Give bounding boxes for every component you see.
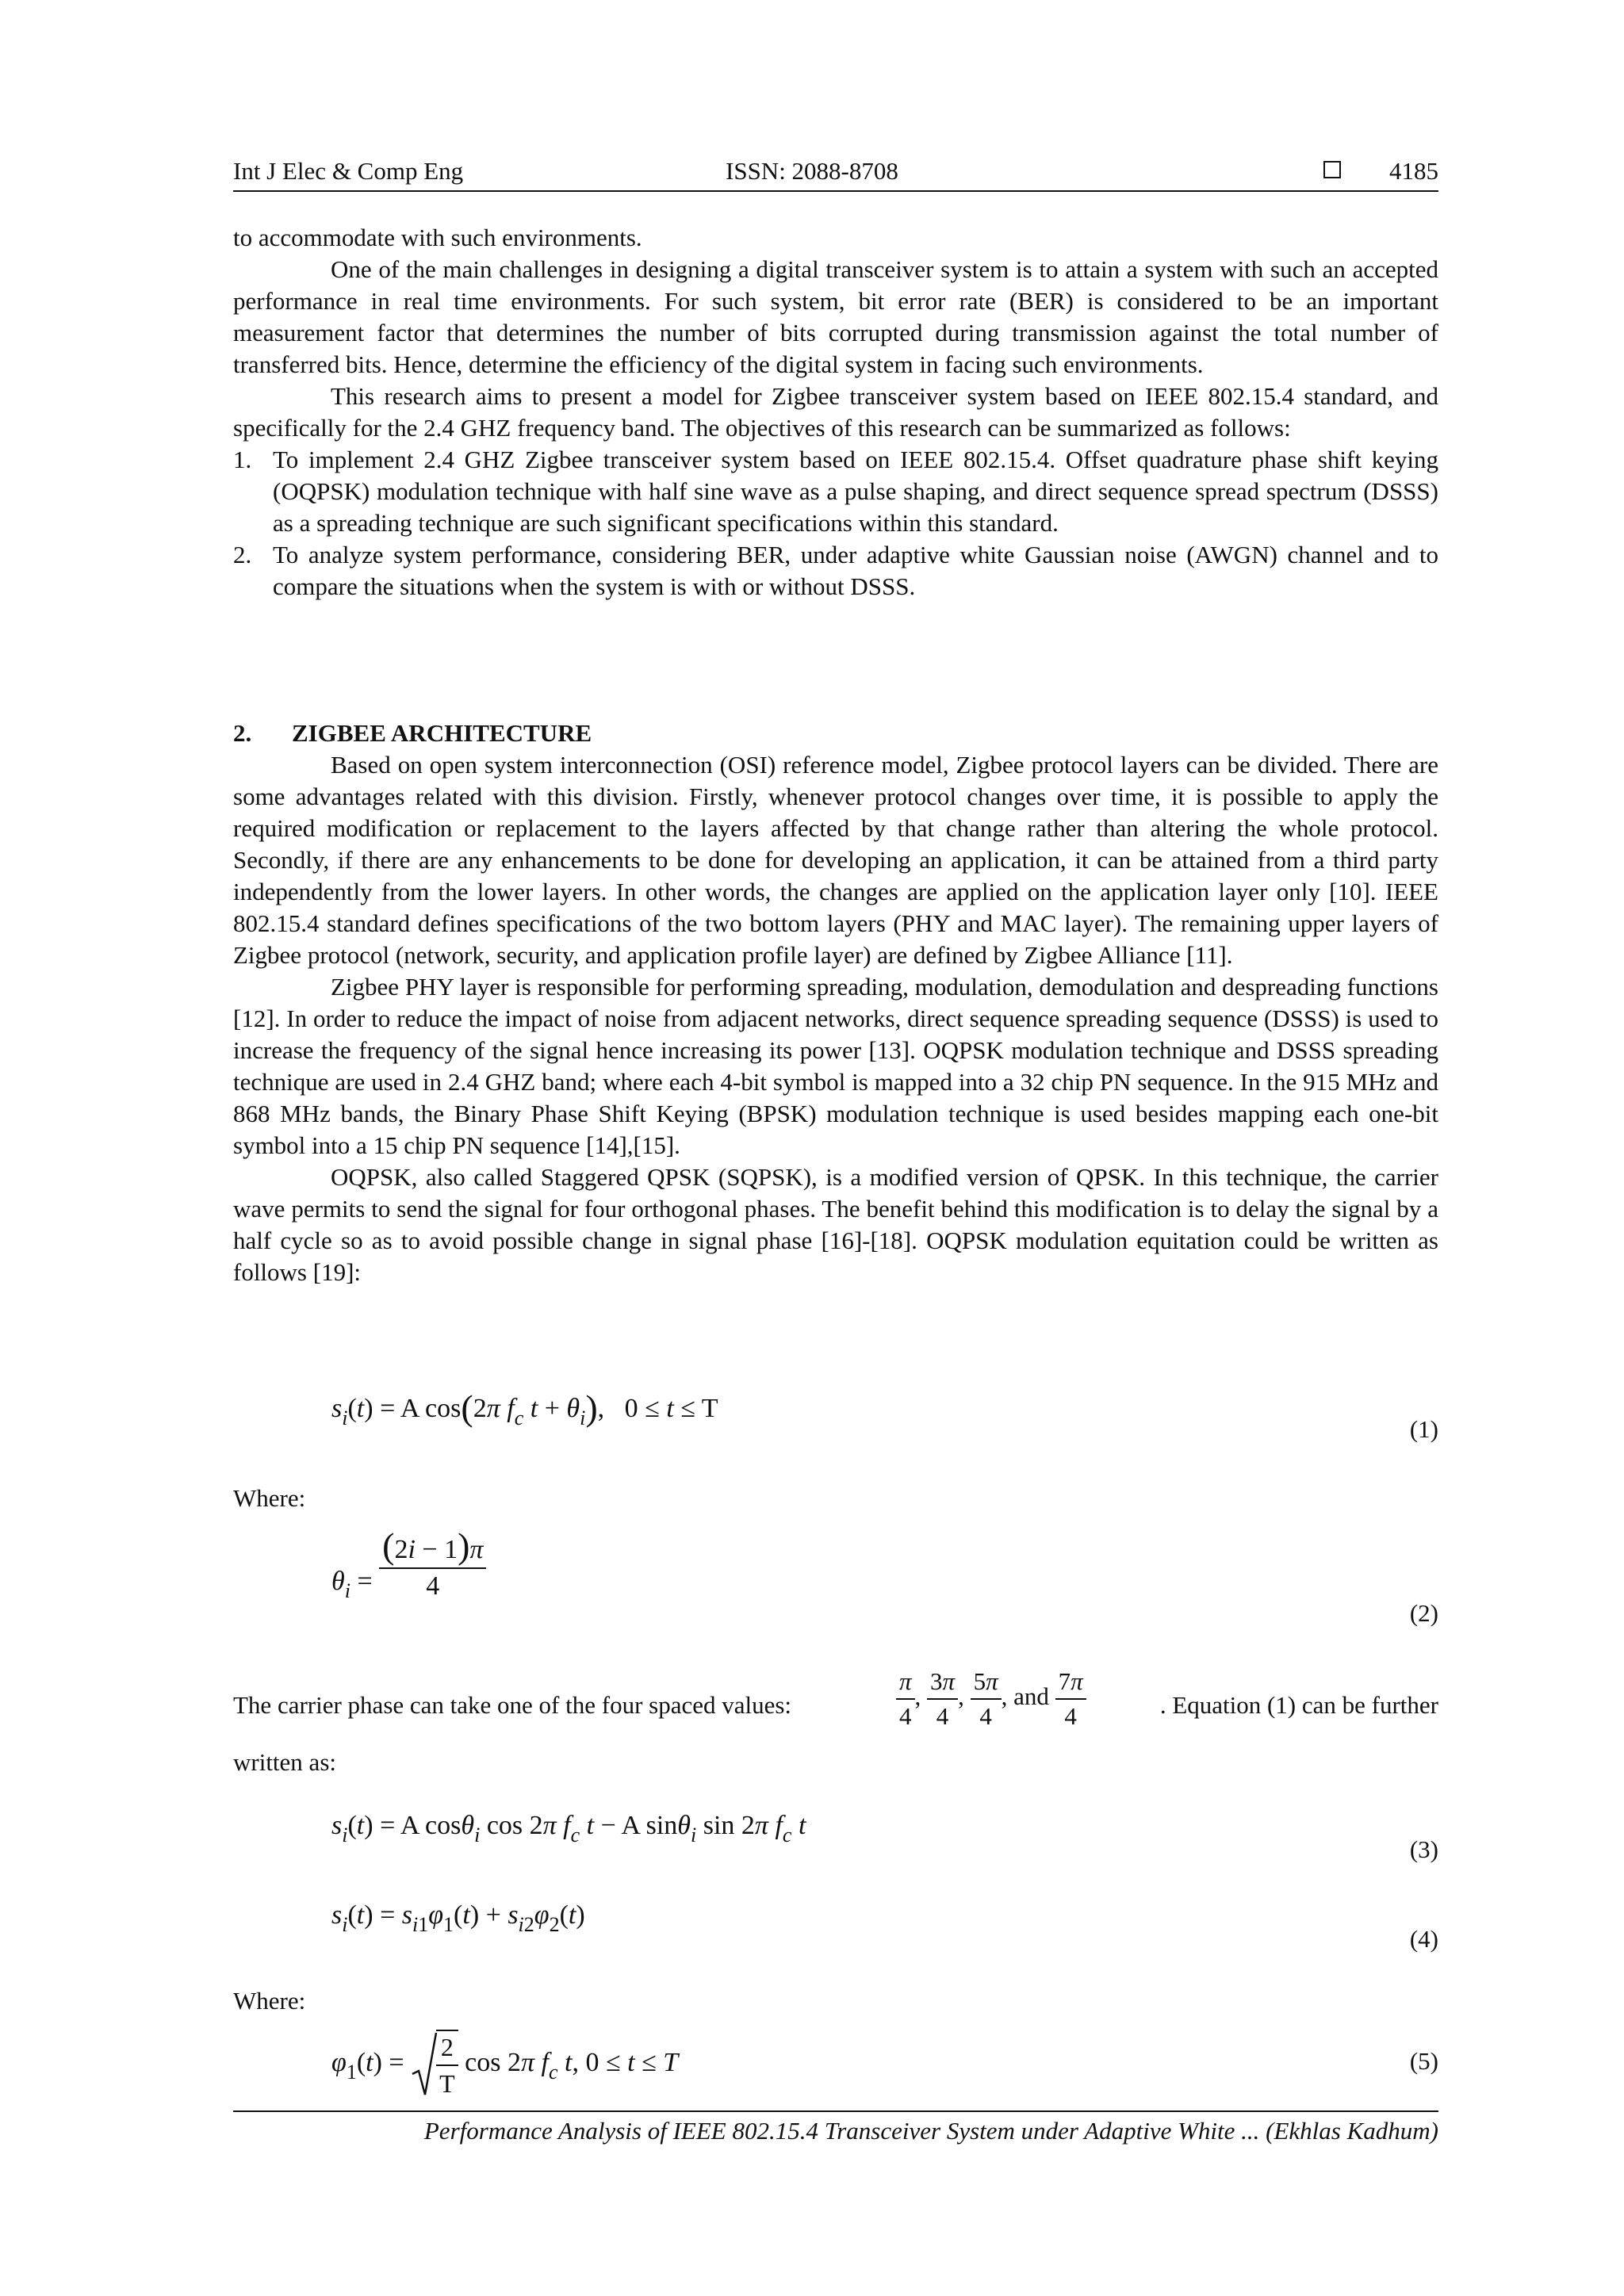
journal-name: Int J Elec & Comp Eng — [233, 157, 464, 185]
section-paragraph-1: Based on open system interconnection (OSI) reference model, Zigbee protocol layers can be divided. There are some advantages related with this division. Firstly, whenever protocol changes over time, it is possible to apply the required modification or replacement to the layers affected by that change rather than altering the whole protocol. Secondly, if there are any enhancements to be done for developing an application, it can be attained from a third party independently from the lower layers. In other words, the changes are applied on the application layer only [10]. IEEE 802.15.4 standard defines specifications of the two bottom layers (PHY and MAC layer). The remaining upper layers of Zigbee protocol (network, security, and application profile layer) are defined by Zigbee Alliance [11]. — [233, 751, 1438, 969]
running-header — [233, 155, 1438, 190]
equation-4: $s_i(t) = s_{i1}\varphi_1(t) + s_{i2}\varphi_2(t)$ — [331, 1900, 585, 1936]
phase-values-math: $\frac{\pi}{4}$ , $\frac{3\pi}{4}$ , $\frac{5\pi}{4}$ , and $\frac{7\pi}{4}$ — [896, 1667, 1086, 1732]
sqrt-sign-icon — [411, 2031, 438, 2098]
written-as-text: written as: — [233, 1748, 336, 1776]
footer-rule — [233, 2110, 1438, 2112]
carrier-phase-tail: . Equation (1) can be further — [1159, 1691, 1438, 1719]
equation-5: $\varphi_1(t)$ = $\frac{2}{T}$ cos 2π $f_c$ t, 0 ≤ t ≤ T — [331, 2030, 678, 2099]
list-number: 2. — [233, 541, 252, 568]
section-paragraph-3: OQPSK, also called Staggered QPSK (SQPSK), is a modified version of QPSK. In this technique, the carrier wave permits to send the signal for four orthogonal phases. The benefit behind this modification is to delay the signal by a half cycle so as to avoid possible change in signal phase [16]-[18]. OQPSK modulation equitation could be written as follows [19]: — [233, 1163, 1438, 1286]
list-item-text: To analyze system performance, considering BER, under adaptive white Gaussian noise (AWGN) channel and to compare the situations when the system is with or without DSSS. — [273, 541, 1438, 600]
running-footer: Performance Analysis of IEEE 802.15.4 Transceiver System under Adaptive White ... (Ekhlas Kadhum) — [423, 2117, 1438, 2145]
equation-1-number: (1) — [1409, 1415, 1438, 1443]
equation-3: $s_i(t) = A$ cosθ$_i$ cos 2π $f_c$ t − A sinθ$_i$ sin 2π $f_c$ t — [331, 1811, 806, 1846]
equation-2: $\theta_i$ = $\frac{(2i - 1)\pi}{4}$ — [331, 1530, 486, 1602]
intro-block — [233, 222, 1438, 603]
page-number: 4185 — [1389, 157, 1438, 185]
section-title: ZIGBEE ARCHITECTURE — [292, 719, 592, 747]
equation-5-number: (5) — [1409, 2047, 1438, 2075]
header-rule — [233, 190, 1438, 192]
issn: ISSN: 2088-8708 — [726, 157, 898, 185]
objective-item-1 — [233, 444, 1438, 539]
where-label-2: Where: — [233, 1987, 306, 2015]
list-number: 1. — [233, 446, 252, 473]
intro-paragraph-1: One of the main challenges in designing a digital transceiver system is to attain a system with such an accepted performance in real time environments. For such system, bit error rate (BER) is considered to be an important measurement factor that determines the number of bits corrupted during transmission against the total number of transferred bits. Hence, determine the efficiency of the digital system in facing such environments. — [233, 255, 1438, 378]
section-paragraph-2: Zigbee PHY layer is responsible for performing spreading, modulation, demodulation and despreading functions [12]. In order to reduce the impact of noise from adjacent networks, direct sequence spreading sequence (DSSS) is used to increase the frequency of the signal hence increasing its power [13]. OQPSK modulation technique and DSSS spreading technique are used in 2.4 GHZ band; where each 4-bit symbol is mapped into a 32 chip PN sequence. In the 915 MHz and 868 MHz bands, the Binary Phase Shift Keying (BPSK) modulation technique is used besides mapping each one-bit symbol into a 15 chip PN sequence [14],[15]. — [233, 973, 1438, 1159]
carrier-phase-text: The carrier phase can take one of the four spaced values: — [233, 1691, 792, 1719]
equation-4-number: (4) — [1409, 1925, 1438, 1953]
equation-1: $s_i(t) = A$ cos(2π $f_c$ $t + \theta_i$), 0 ≤ t ≤ T — [331, 1387, 718, 1429]
objective-item-2 — [233, 539, 1438, 603]
checkbox-square-icon — [1323, 161, 1341, 178]
equation-3-number: (3) — [1409, 1835, 1438, 1863]
intro-paragraph-2: This research aims to present a model for Zigbee transceiver system based on IEEE 802.15.4 standard, and specifically for the 2.4 GHZ frequency band. The objectives of this research can be summarized as follows: — [233, 382, 1438, 442]
intro-continuation: to accommodate with such environments. — [233, 224, 642, 251]
section-number: 2. — [233, 719, 252, 747]
section-heading — [233, 718, 1438, 749]
list-item-text: To implement 2.4 GHZ Zigbee transceiver system based on IEEE 802.15.4. Offset quadrature phase shift keying (OQPSK) modulation technique with half sine wave as a pulse shaping, and direct sequence spread spectrum (DSSS) as a spreading technique are such significant specifications within this standard. — [273, 446, 1438, 537]
and-word: and — [1013, 1682, 1049, 1711]
where-label-1: Where: — [233, 1484, 306, 1512]
section-2-block — [233, 718, 1438, 1288]
equation-2-number: (2) — [1409, 1599, 1438, 1627]
